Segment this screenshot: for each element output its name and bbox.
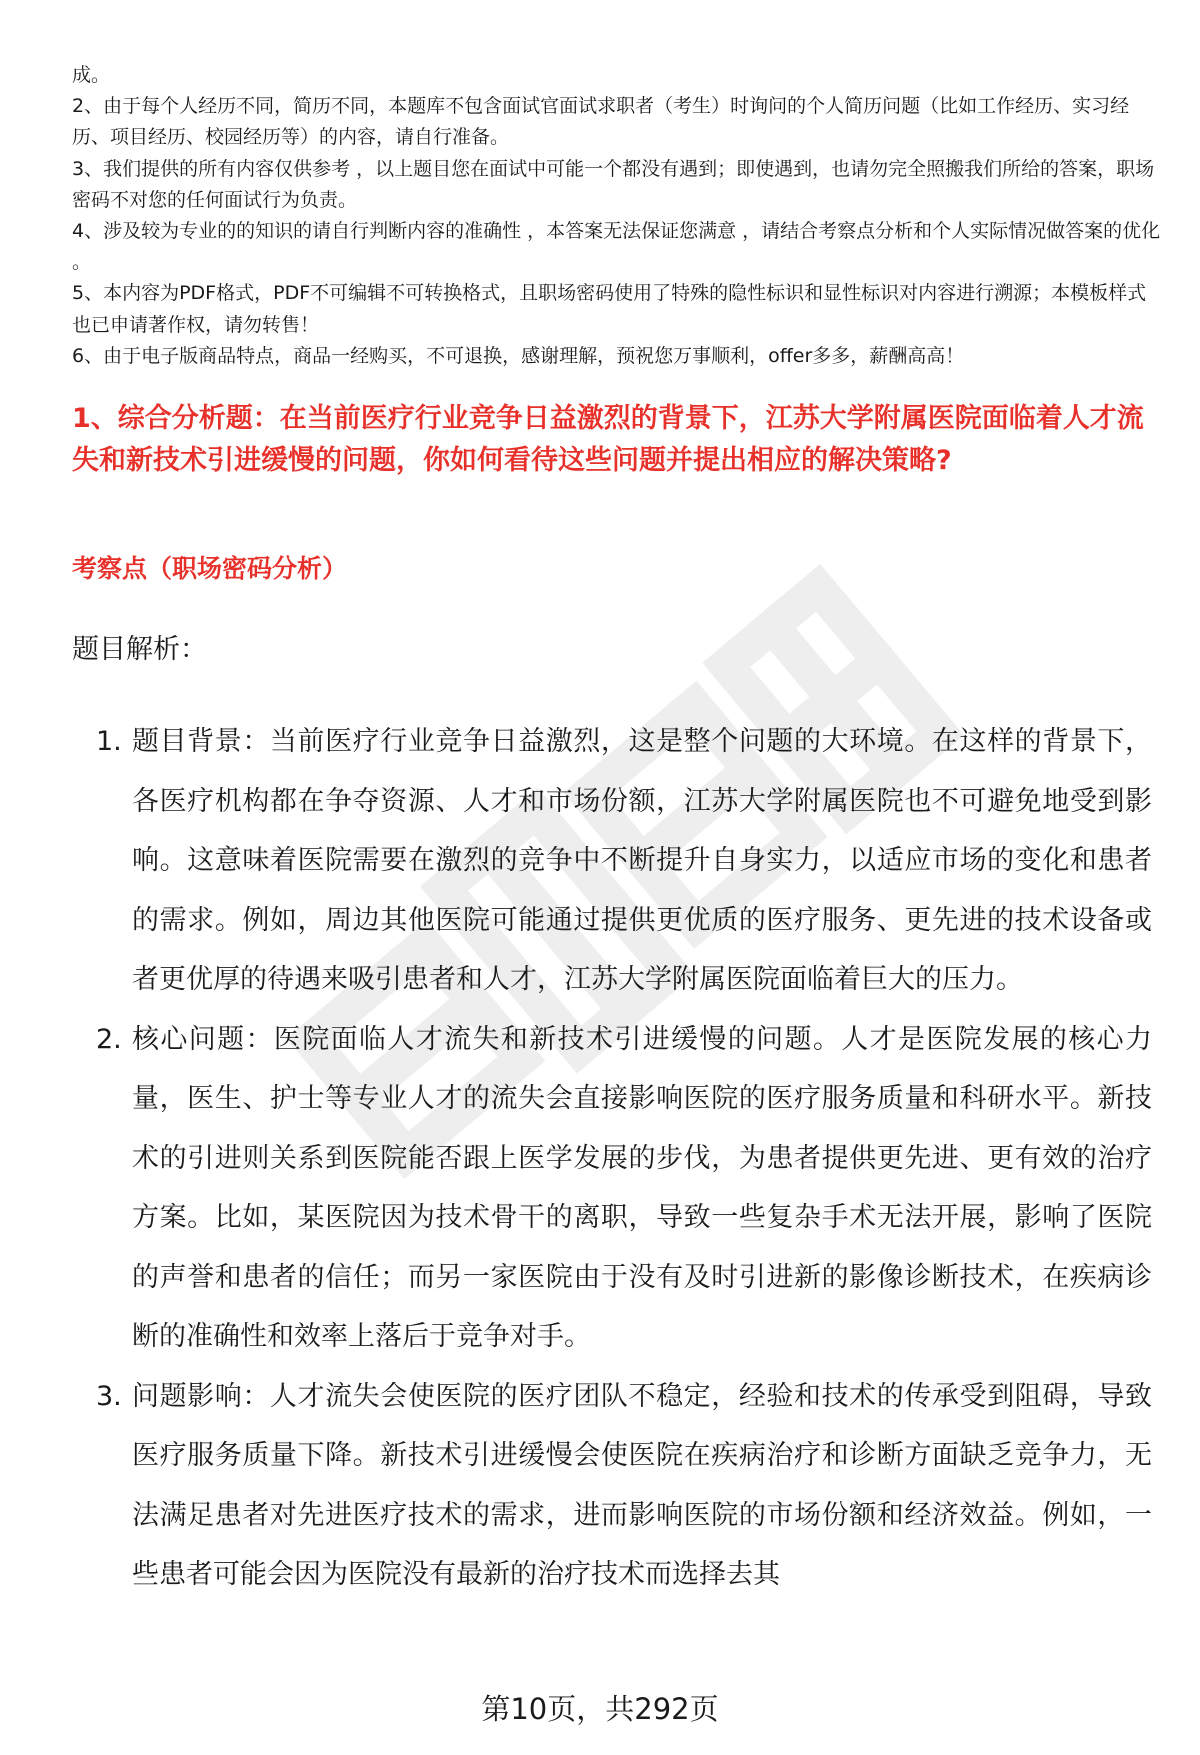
list-item-number-text: 1. <box>96 726 122 757</box>
list-item <box>72 1367 1152 1605</box>
analysis-list <box>72 712 1152 1605</box>
notice-line: 成。 <box>72 64 111 86</box>
notice-line: 6、由于电子版商品特点，商品一经购买，不可退换，感谢理解，预祝您万事顺利，offer多多，薪酬高高！ <box>72 344 965 367</box>
page-number: 第10页，共292页 <box>481 1692 719 1726</box>
notice-line: 3、我们提供的所有内容仅供参考 ，以上题目您在面试中可能一个都没有遇到；即使遇到，也请勿完全照搬我们所给的答案，职场密码不对您的任何面试行为负责。 <box>72 157 1155 211</box>
list-item-number <box>72 1010 128 1367</box>
analysis-label: 题目解析： <box>72 634 207 665</box>
notice-line: 5、本内容为PDF格式，PDF不可编辑不可转换格式，且职场密码使用了特殊的隐性标识和显性标识对内容进行溯源；本模板样式也已申请著作权，请勿转售！ <box>72 282 1147 336</box>
list-item-text: 题目背景：当前医疗行业竞争日益激烈，这是整个问题的大环境。在这样的背景下，各医疗机构都在争夺资源、人才和市场份额，江苏大学附属医院也不可避免地受到影响。这意味着医院需要在激烈的竞争中不断提升自身实力，以适应市场的变化和患者的需求。例如，周边其他医院可能通过提供更优质的医疗服务、更先进的技术设备或者更优厚的待遇来吸引患者和人才，江苏大学附属医院面临着巨大的压力。 <box>132 726 1152 995</box>
question-title: 1、综合分析题：在当前医疗行业竞争日益激烈的背景下，江苏大学附属医院面临着人才流失和新技术引进缓慢的问题，你如何看待这些问题并提出相应的解决策略? <box>72 403 1144 476</box>
list-item-number-text: 3. <box>96 1380 122 1412</box>
list-item <box>72 712 1152 1010</box>
notice-line: 4、涉及较为专业的的知识的请自行判断内容的准确性 ，本答案无法保证您满意 ，请结合考察点分析和个人实际情况做答案的优化 。 <box>72 220 1161 274</box>
disclaimer-notice <box>72 60 1162 372</box>
list-item-number-text: 2. <box>96 1023 122 1055</box>
list-item-text: 核心问题：医院面临人才流失和新技术引进缓慢的问题。人才是医院发展的核心力量，医生、护士等专业人才的流失会直接影响医院的医疗服务质量和科研水平。新技术的引进则关系到医院能否跟上医学发展的步伐，为患者提供更先进、更有效的治疗方案。比如，某医院因为技术骨干的离职，导致一些复杂手术无法开展，影响了医院的声誉和患者的信任；而另一家医院由于没有及时引进新的影像诊断技术，在疾病诊断的准确性和效率上落后于竞争对手。 <box>132 1023 1152 1352</box>
notice-line: 2、由于每个人经历不同，简历不同，本题库不包含面试官面试求职者（考生）时询问的个人简历问题（比如工作经历、实习经历、项目经历、校园经历等）的内容，请自行准备。 <box>72 95 1130 149</box>
section-heading: 考察点（职场密码分析） <box>72 554 348 583</box>
list-item <box>72 1010 1152 1367</box>
list-item-text: 问题影响：人才流失会使医院的医疗团队不稳定，经验和技术的传承受到阻碍，导致医疗服务质量下降。新技术引进缓慢会使医院在疾病治疗和诊断方面缺乏竞争力，无法满足患者对先进医疗技术的需求，进而影响医院的市场份额和经济效益。例如，一些患者可能会因为医院没有最新的治疗技术而选择去其 <box>132 1380 1152 1590</box>
list-item-number <box>72 1367 128 1605</box>
list-item-number <box>72 712 128 1010</box>
